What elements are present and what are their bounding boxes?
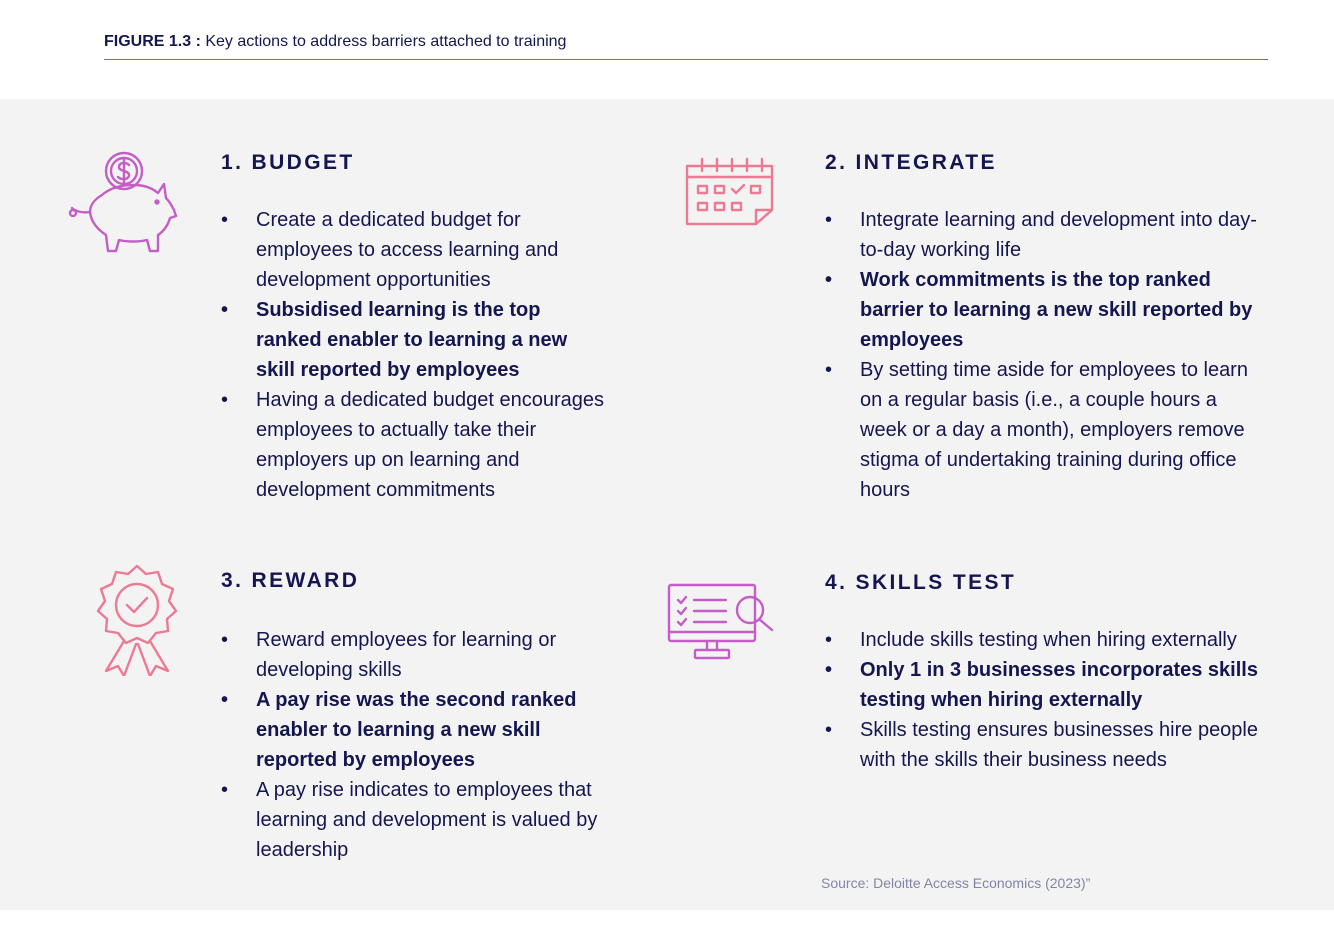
award-rosette-icon xyxy=(96,564,178,676)
list-item: • A pay rise indicates to employees that learning and development is valued by leadership xyxy=(221,775,606,865)
list-item: • Integrate learning and development into day-to-day working life xyxy=(825,205,1265,265)
list-item: • By setting time aside for employees to learn on a regular basis (i.e., a couple hours a week or a day a month), employers remove stigma of undertaking training during office hours xyxy=(825,355,1265,505)
integrate-bullet-list xyxy=(825,205,1265,505)
list-item: • Subsidised learning is the top ranked enabler to learning a new skill reported by employees xyxy=(221,295,606,385)
calendar-icon xyxy=(684,155,776,227)
skills-test-bullet-list xyxy=(825,625,1275,775)
piggy-bank-icon xyxy=(64,150,180,256)
monitor-checklist-search-icon xyxy=(666,582,776,662)
source-note: Source: Deloitte Access Economics (2023)” xyxy=(821,875,1091,891)
list-item: • Having a dedicated budget encourages employees to actually take their employers up on learning and development commitments xyxy=(221,385,606,505)
section-title-skills-test: 4. SKILLS TEST xyxy=(825,571,1017,594)
section-title-reward: 3. REWARD xyxy=(221,569,360,592)
list-item: • Include skills testing when hiring externally xyxy=(825,625,1275,655)
list-item: • Skills testing ensures businesses hire people with the skills their business needs xyxy=(825,715,1275,775)
heading-divider xyxy=(104,59,1268,60)
section-title-integrate: 2. INTEGRATE xyxy=(825,151,997,174)
figure-title: Key actions to address barriers attached to training xyxy=(205,33,567,50)
figure-label: FIGURE 1.3 : xyxy=(104,33,201,50)
list-item: • Work commitments is the top ranked barrier to learning a new skill reported by employees xyxy=(825,265,1265,355)
list-item: • Only 1 in 3 businesses incorporates skills testing when hiring externally xyxy=(825,655,1275,715)
budget-bullet-list xyxy=(221,205,606,505)
list-item: • A pay rise was the second ranked enabler to learning a new skill reported by employees xyxy=(221,685,606,775)
figure-heading xyxy=(104,32,1268,52)
section-title-budget: 1. BUDGET xyxy=(221,151,355,174)
list-item: • Create a dedicated budget for employees to access learning and development opportunities xyxy=(221,205,606,295)
reward-bullet-list xyxy=(221,625,606,865)
list-item: • Reward employees for learning or developing skills xyxy=(221,625,606,685)
